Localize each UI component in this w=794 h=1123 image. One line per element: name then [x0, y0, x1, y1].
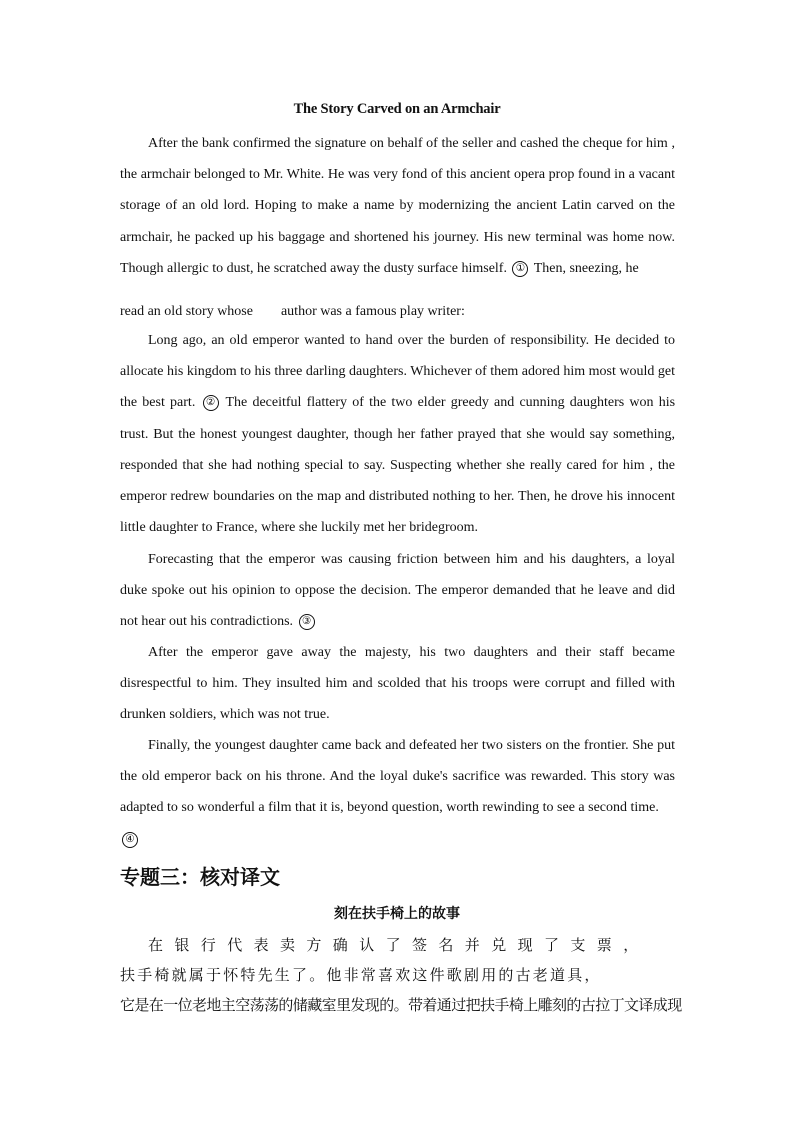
section-heading: 专题三：核对译文 — [120, 865, 280, 889]
marker-3: ③ — [299, 614, 315, 630]
translation-line-3: 它是在一位老地主空荡荡的储藏室里发现的。带着通过把扶手椅上雕刻的古拉丁文译成现 — [120, 996, 682, 1014]
paragraph-3-text: Forecasting that the emperor was causing friction between him and his daughters, a loyal duke spoke out his opinion to oppose the decision. The emperor demanded that he leave and did not hear out his contradictions. — [120, 552, 675, 630]
paragraph-1b-start: read an old story whose — [120, 304, 253, 319]
marker-1: ① — [512, 261, 528, 277]
translation-line-2: 扶手椅就属于怀特先生了。他非常喜欢这件歌剧用的古老道具， — [120, 966, 602, 984]
paragraph-1-text: After the bank confirmed the signature on behalf of the seller and cashed the cheque for him , the armchair belonged to Mr. White. He was very fond of this ancient opera prop found in a vacant storage of an old lord. Hoping to make a name by modernizing the ancient Latin carved on the armchair, he packed up his baggage and shortened his journey. His new terminal was home now. Though allergic to dust, he scratched away the dusty surface himself. — [120, 136, 675, 276]
paragraph-5-text: Finally, the youngest daughter came back and defeated her two sisters on the frontier. She put the old emperor back on his throne. And the loyal duke's sacrifice was rewarded. This story was adapted to so wonderful a film that it is, beyond question, worth rewinding to see a second time. — [120, 738, 675, 816]
paragraph-3 — [120, 544, 675, 638]
marker-4: ④ — [122, 832, 138, 848]
paragraph-2-tail: The deceitful flattery of the two elder greedy and cunning daughters won his trust. But the honest youngest daughter, though her father prayed that she would say something, responded that she had nothing special to say. Suspecting whether she really cared for him , the emperor redrew boundaries on the map and distributed nothing to her. Then, he drove his innocent little daughter to France, where she luckily met her bridegroom. — [120, 395, 676, 536]
paragraph-1-continued — [120, 296, 675, 327]
paragraph-1b-end: author was a famous play writer: — [280, 304, 465, 319]
paragraph-2 — [120, 325, 675, 543]
paragraph-5 — [120, 730, 675, 855]
translation-line-1: 在银行代表卖方确认了签名并兑现了支票， — [148, 936, 650, 954]
paragraph-4: After the emperor gave away the majesty, his two daughters and their staff became disrespectful to him. They insulted him and scolded that his troops were corrupt and filled with drunken soldiers, which was not true. — [120, 645, 675, 723]
translation-body — [120, 930, 682, 1020]
paragraph-2-text: Long ago, an old emperor wanted to hand over the burden of responsibility. He decided to allocate his kingdom to his three darling daughters. Whichever of them adored him most would get the best part. — [120, 333, 675, 411]
story-title: The Story Carved on an Armchair — [293, 101, 501, 117]
translation-title: 刻在扶手椅上的故事 — [334, 906, 460, 922]
marker-2: ② — [203, 395, 219, 411]
paragraph-1 — [120, 128, 675, 284]
paragraph-1-tail: Then, sneezing, he — [533, 260, 639, 276]
